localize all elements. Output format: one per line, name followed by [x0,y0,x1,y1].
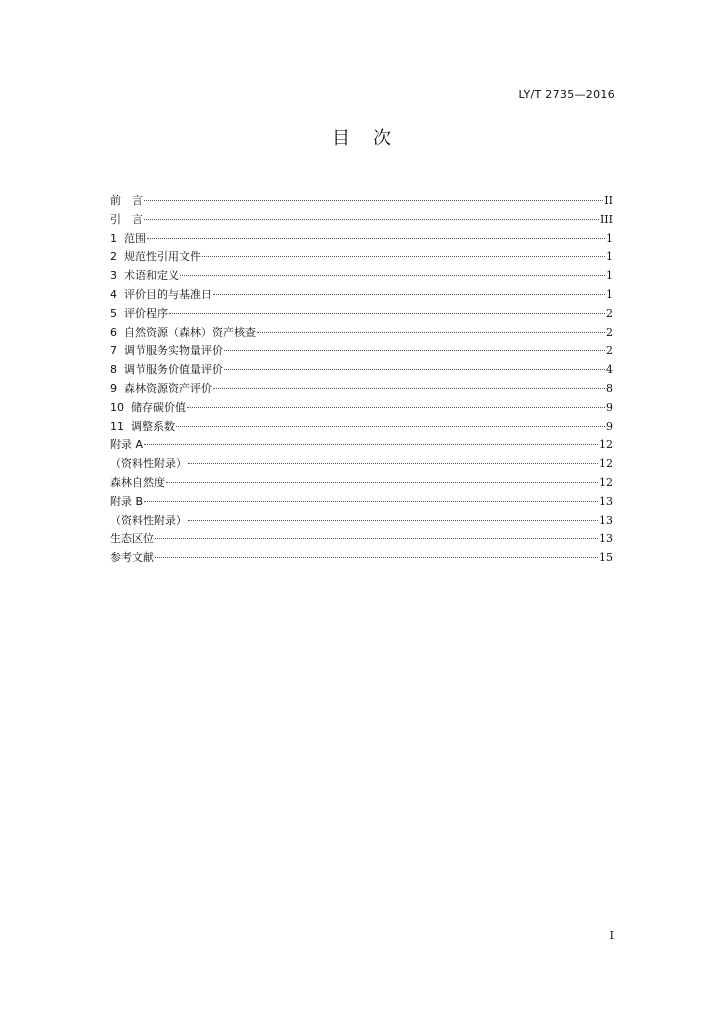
toc-entry[interactable] [110,286,613,305]
leader-dots [155,538,598,539]
toc-entry-page: 12 [599,438,613,452]
standard-code: LY/T 2735—2016 [518,88,615,101]
toc-entry-label: 附录 B [110,494,144,508]
toc-entry[interactable] [110,211,613,230]
toc-entry-page: 4 [606,363,613,377]
toc-entry-label: 森林自然度 [110,475,165,489]
toc-entry-page: III [599,212,613,226]
leader-dots [144,219,599,220]
toc-entry[interactable] [110,418,613,437]
toc-entry[interactable] [110,455,613,474]
page-number: I [609,929,614,942]
toc-entry[interactable] [110,512,613,531]
page-title [0,124,724,150]
leader-dots [188,463,598,464]
leader-dots [188,520,598,521]
toc-entry-label: 6 自然资源（森林）资产核查 [110,325,256,339]
toc-entry[interactable] [110,324,613,343]
toc-entry-page: 1 [606,287,613,301]
leader-dots [166,482,598,483]
toc-entry-label: 9 森林资源资产评价 [110,381,212,395]
leader-dots [224,350,605,351]
toc-entry-label: 4 评价目的与基准日 [110,287,212,301]
toc-entry-label: 附录 A [110,438,144,452]
leader-dots [176,426,605,427]
toc-entry-label: 2 规范性引用文件 [110,250,201,264]
toc-entry-page: 2 [606,306,613,320]
toc-entry-page: 12 [599,475,613,489]
toc-entry[interactable] [110,549,613,568]
toc-entry-page: 8 [606,381,613,395]
leader-dots [180,275,605,276]
leader-dots [155,557,598,558]
table-of-contents [110,192,613,568]
toc-entry-page: 12 [599,457,613,471]
toc-entry[interactable] [110,305,613,324]
toc-entry[interactable] [110,474,613,493]
title-char-2: 次 [373,128,392,149]
toc-entry[interactable] [110,399,613,418]
leader-dots [169,313,605,314]
leader-dots [147,238,605,239]
toc-entry[interactable] [110,530,613,549]
toc-entry-label: 前 言 [110,194,143,207]
toc-entry-page: 13 [599,532,613,546]
toc-entry-label: （资料性附录） [110,457,187,471]
toc-entry[interactable] [110,192,613,211]
title-char-1: 目 [332,128,351,149]
toc-entry-page: 9 [606,419,613,433]
toc-entry-page: 13 [599,494,613,508]
toc-entry-label: 11 调整系数 [110,419,175,433]
toc-entry-label: 引 言 [110,212,143,226]
toc-entry-label: 8 调节服务价值量评价 [110,363,223,377]
toc-entry-label: 7 调节服务实物量评价 [110,344,223,358]
leader-dots [202,256,605,257]
toc-entry-page: 2 [606,325,613,339]
leader-dots [224,369,605,370]
leader-dots [144,444,598,445]
toc-entry-label: 3 术语和定义 [110,269,179,283]
toc-entry-page: 1 [606,250,613,264]
toc-entry[interactable] [110,267,613,286]
leader-dots [213,294,605,295]
toc-entry[interactable] [110,361,613,380]
leader-dots [187,407,605,408]
toc-entry-label: 5 评价程序 [110,306,168,320]
toc-entry-label: 1 范围 [110,231,146,245]
toc-entry-page: 1 [606,269,613,283]
leader-dots [144,501,598,502]
toc-entry-page: 9 [606,400,613,414]
toc-entry-label: 参考文献 [110,551,154,565]
toc-entry[interactable] [110,380,613,399]
toc-entry[interactable] [110,342,613,361]
leader-dots [144,200,603,201]
toc-entry-label: 生态区位 [110,532,154,546]
toc-entry-page: 15 [599,551,613,565]
toc-entry-page: 13 [599,513,613,527]
toc-entry-page: 2 [606,344,613,358]
leader-dots [213,388,605,389]
toc-entry-label: （资料性附录） [110,513,187,527]
toc-entry-label: 10 储存碳价值 [110,400,186,414]
toc-entry-page: II [604,194,613,207]
toc-entry[interactable] [110,248,613,267]
toc-entry-page: 1 [606,231,613,245]
leader-dots [257,332,605,333]
toc-entry[interactable] [110,230,613,249]
toc-entry[interactable] [110,436,613,455]
toc-entry[interactable] [110,493,613,512]
